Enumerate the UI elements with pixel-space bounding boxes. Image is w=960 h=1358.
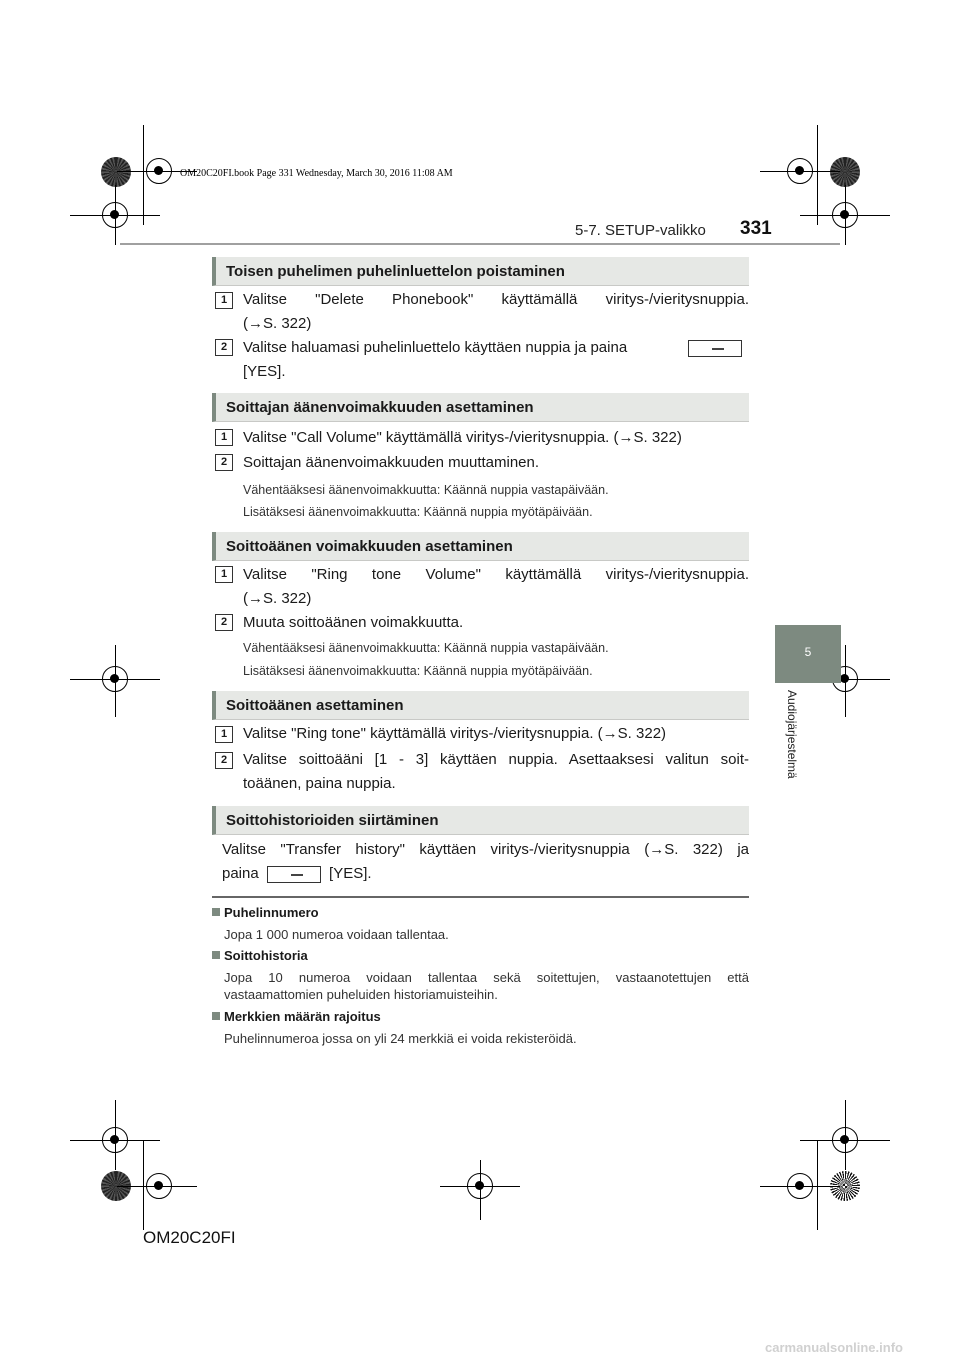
step-number: 1 — [215, 726, 233, 743]
crop-line — [817, 125, 818, 225]
step-number: 2 — [215, 339, 233, 356]
registration-mark-icon — [787, 158, 813, 184]
info-title-text: Puhelinnumero — [224, 905, 319, 920]
registration-mark-icon — [467, 1173, 493, 1199]
section-text-cont — [222, 862, 372, 886]
yes-text: [YES]. — [329, 865, 372, 882]
step-number: 1 — [215, 429, 233, 446]
step-text-cont: [YES]. — [243, 363, 286, 380]
step-text-cont: (→S. 322) — [243, 590, 312, 607]
header-rule — [120, 243, 840, 245]
yes-key-icon — [688, 340, 742, 357]
paina-text: paina — [222, 865, 259, 882]
step-text: Muuta soittoäänen voimakkuutta. — [243, 614, 464, 631]
section-title: Soittohistorioiden siirtäminen — [226, 812, 439, 829]
info-body: Jopa 10 numeroa voidaan tallentaa sekä soitettujen, vastaanotettujen että vastaamattomien puheluiden historiamuisteihin. — [224, 970, 749, 1002]
section-header — [212, 393, 749, 422]
registration-mark-icon — [146, 158, 172, 184]
step-text: Valitse soittoääni [1 - 3] käyttäen nuppia. Asettaaksesi valitun soit- — [243, 751, 749, 768]
page-number: 331 — [740, 218, 772, 239]
section-title: Soittoäänen voimakkuuden asettaminen — [226, 538, 513, 555]
note-text: Lisätäksesi äänenvoimakkuutta: Käännä nuppia myötäpäivään. — [243, 505, 593, 519]
crop-line — [143, 125, 144, 225]
yes-key-icon — [267, 866, 321, 883]
info-title — [212, 948, 308, 963]
registration-mark-icon — [832, 1127, 858, 1153]
note-text: Vähentääksesi äänenvoimakkuutta: Käännä nuppia vastapäivään. — [243, 483, 609, 497]
section-title: Soittajan äänenvoimakkuuden asettaminen — [226, 399, 534, 416]
step-text: Valitse haluamasi puhelinluettelo käyttäen nuppia ja paina — [243, 339, 628, 356]
note-text: Vähentääksesi äänenvoimakkuutta: Käännä nuppia vastapäivään. — [243, 641, 609, 655]
square-bullet-icon — [212, 908, 220, 916]
section-header — [212, 691, 749, 720]
step-number: 2 — [215, 752, 233, 769]
step-number: 1 — [215, 566, 233, 583]
step-text: Valitse "Delete Phonebook" käyttämällä viritys-/vieritysnuppia. — [243, 291, 749, 308]
registration-starburst-icon — [830, 157, 860, 187]
step-text-cont: toäänen, paina nuppia. — [243, 775, 396, 792]
section-title: Toisen puhelimen puhelinluettelon poistaminen — [226, 263, 565, 280]
section-text: Valitse "Transfer history" käyttäen viritys-/vieritysnuppia (→S. 322) ja — [222, 841, 749, 858]
step-number: 1 — [215, 292, 233, 309]
info-body: Puhelinnumeroa jossa on yli 24 merkkiä ei voida rekisteröidä. — [224, 1031, 577, 1046]
section-header — [212, 257, 749, 286]
header-section-title: 5-7. SETUP-valikko — [575, 222, 706, 239]
registration-mark-icon — [102, 666, 128, 692]
square-bullet-icon — [212, 1012, 220, 1020]
registration-mark-icon — [146, 1173, 172, 1199]
info-title-text: Soittohistoria — [224, 948, 308, 963]
note-text: Lisätäksesi äänenvoimakkuutta: Käännä nuppia myötäpäivään. — [243, 664, 593, 678]
step-number: 2 — [215, 454, 233, 471]
info-title-text: Merkkien määrän rajoitus — [224, 1009, 381, 1024]
chapter-label: Audiojärjestelmä — [785, 690, 799, 779]
registration-mark-icon — [787, 1173, 813, 1199]
section-title: Soittoäänen asettaminen — [226, 697, 404, 714]
document-code: OM20C20FI — [143, 1228, 236, 1247]
info-body: Jopa 1 000 numeroa voidaan tallentaa. — [224, 927, 449, 942]
step-number: 2 — [215, 614, 233, 631]
square-bullet-icon — [212, 951, 220, 959]
registration-mark-icon — [832, 202, 858, 228]
chapter-number: 5 — [804, 645, 812, 659]
section-header — [212, 806, 749, 835]
step-text: Soittajan äänenvoimakkuuden muuttaminen. — [243, 454, 540, 471]
section-header — [212, 532, 749, 561]
registration-mark-icon — [102, 1127, 128, 1153]
step-text: Valitse "Ring tone Volume" käyttämällä viritys-/vieritysnuppia. — [243, 566, 749, 583]
section-divider — [212, 896, 749, 898]
registration-mark-icon — [102, 202, 128, 228]
info-title — [212, 905, 319, 920]
chapter-tab — [775, 625, 841, 683]
crop-line — [143, 1140, 144, 1230]
book-info: OM20C20FI.book Page 331 Wednesday, March 30, 2016 11:08 AM — [180, 168, 453, 179]
step-text: Valitse "Call Volume" käyttämällä viritys-/vieritysnuppia. (→S. 322) — [243, 429, 682, 446]
step-text-cont: (→S. 322) — [243, 315, 312, 332]
registration-starburst-icon — [101, 157, 131, 187]
step-text: Valitse "Ring tone" käyttämällä viritys-/vieritysnuppia. (→S. 322) — [243, 725, 667, 742]
crop-line — [817, 1140, 818, 1230]
watermark: carmanualsonline.info — [765, 1340, 903, 1355]
info-title — [212, 1009, 381, 1024]
